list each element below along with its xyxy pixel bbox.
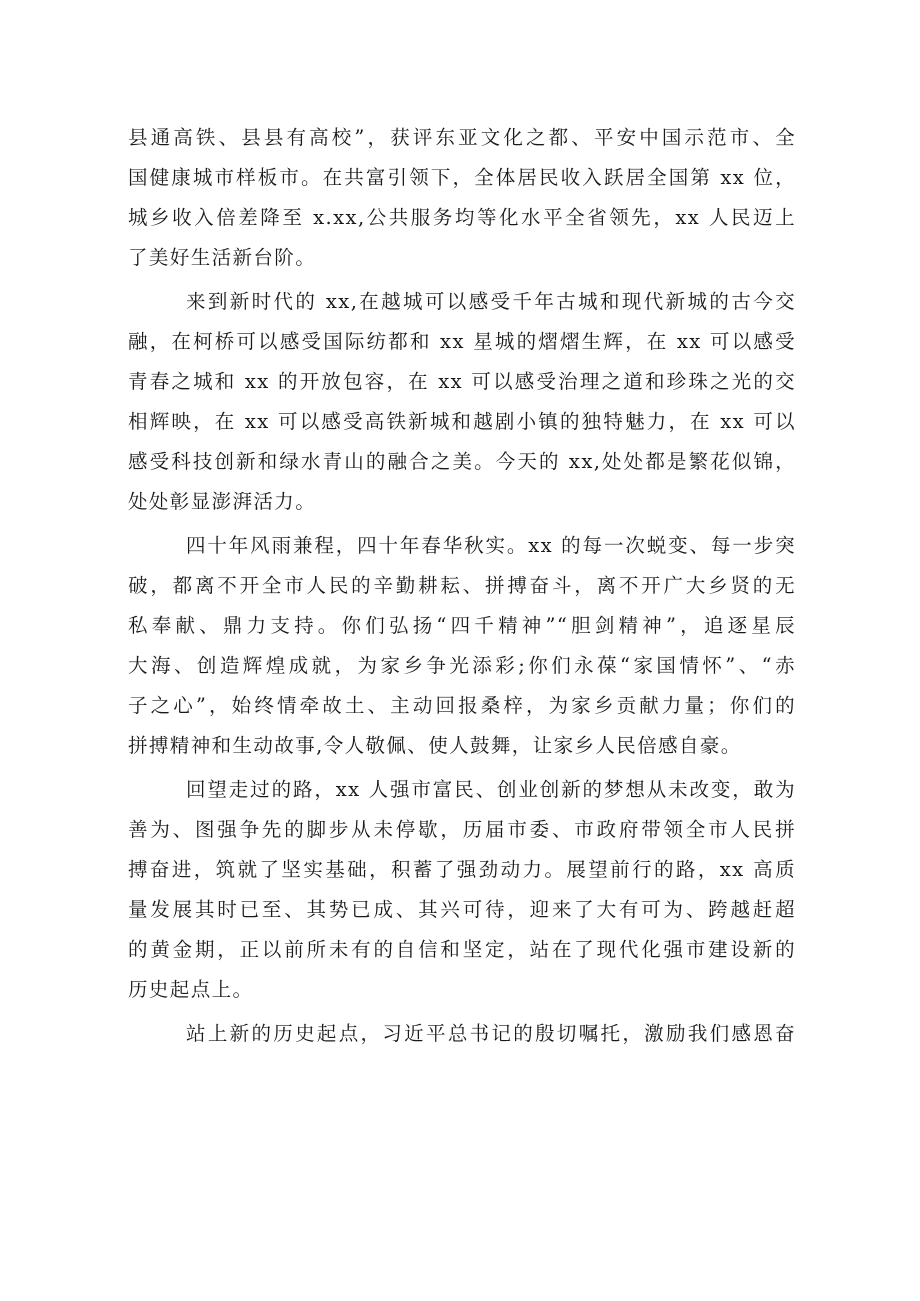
text-line: 私奉献、鼎力支持。你们弘扬“四千精神”“胆剑精神”，追逐星辰 <box>128 614 796 638</box>
paragraph <box>128 282 796 523</box>
text-line: 县通高铁、县县有高校”，获评东亚文化之都、平安中国示范市、全 <box>128 126 796 149</box>
text-line: 国健康城市样板市。在共富引领下，全体居民收入跃居全国第 xx 位， <box>128 166 796 190</box>
text-line: 了美好生活新台阶。 <box>128 246 317 270</box>
text-line: 青春之城和 xx 的开放包容，在 xx 可以感受治理之道和珍珠之光的交 <box>128 370 796 394</box>
text-line: 站上新的历史起点，习近平总书记的殷切嘱托，激励我们感恩奋 <box>186 1022 796 1046</box>
body-text <box>128 118 796 1054</box>
text-line: 来到新时代的 xx,在越城可以感受千年古城和现代新城的古今交 <box>186 289 796 313</box>
text-line: 量发展其时已至、其势已成、其兴可待，迎来了大有可为、跨越赶超 <box>128 898 796 922</box>
text-line: 搏奋进，筑就了坚实基础，积蓄了强劲动力。展望前行的路，xx 高质 <box>128 858 796 882</box>
text-line: 处处彰显澎湃活力。 <box>128 490 317 514</box>
text-line: 相辉映，在 xx 可以感受高铁新城和越剧小镇的独特魅力，在 xx 可以 <box>128 410 796 434</box>
text-line: 四十年风雨兼程，四十年春华秋实。xx 的每一次蜕变、每一步突 <box>186 533 796 557</box>
paragraph <box>128 118 796 278</box>
text-line: 融，在柯桥可以感受国际纺都和 xx 星城的熠熠生辉，在 xx 可以感受 <box>128 329 796 353</box>
text-line: 拼搏精神和生动故事,令人敬佩、使人鼓舞，让家乡人民倍感自豪。 <box>128 734 742 758</box>
paragraph <box>128 770 796 1011</box>
paragraph <box>128 1014 796 1054</box>
text-line: 感受科技创新和绿水青山的融合之美。今天的 xx,处处都是繁花似锦， <box>128 450 796 474</box>
text-line: 回望走过的路，xx 人强市富民、创业创新的梦想从未改变，敢为 <box>186 778 796 801</box>
text-line: 破，都离不开全市人民的辛勤耕耘、拼搏奋斗，离不开广大乡贤的无 <box>128 574 796 598</box>
text-line: 历史起点上。 <box>128 978 254 1002</box>
text-line: 大海、创造辉煌成就，为家乡争光添彩;你们永葆“家国情怀”、“赤 <box>128 654 796 678</box>
text-line: 的黄金期，正以前所未有的自信和坚定，站在了现代化强市建设新的 <box>128 938 796 962</box>
text-line: 城乡收入倍差降至 x.xx,公共服务均等化水平全省领先，xx 人民迈上 <box>128 206 796 230</box>
text-line: 子之心”，始终情牵故土、主动回报桑梓，为家乡贡献力量；你们的 <box>128 694 796 718</box>
paragraph <box>128 526 796 767</box>
text-line: 善为、图强争先的脚步从未停歇，历届市委、市政府带领全市人民拼 <box>128 818 796 842</box>
